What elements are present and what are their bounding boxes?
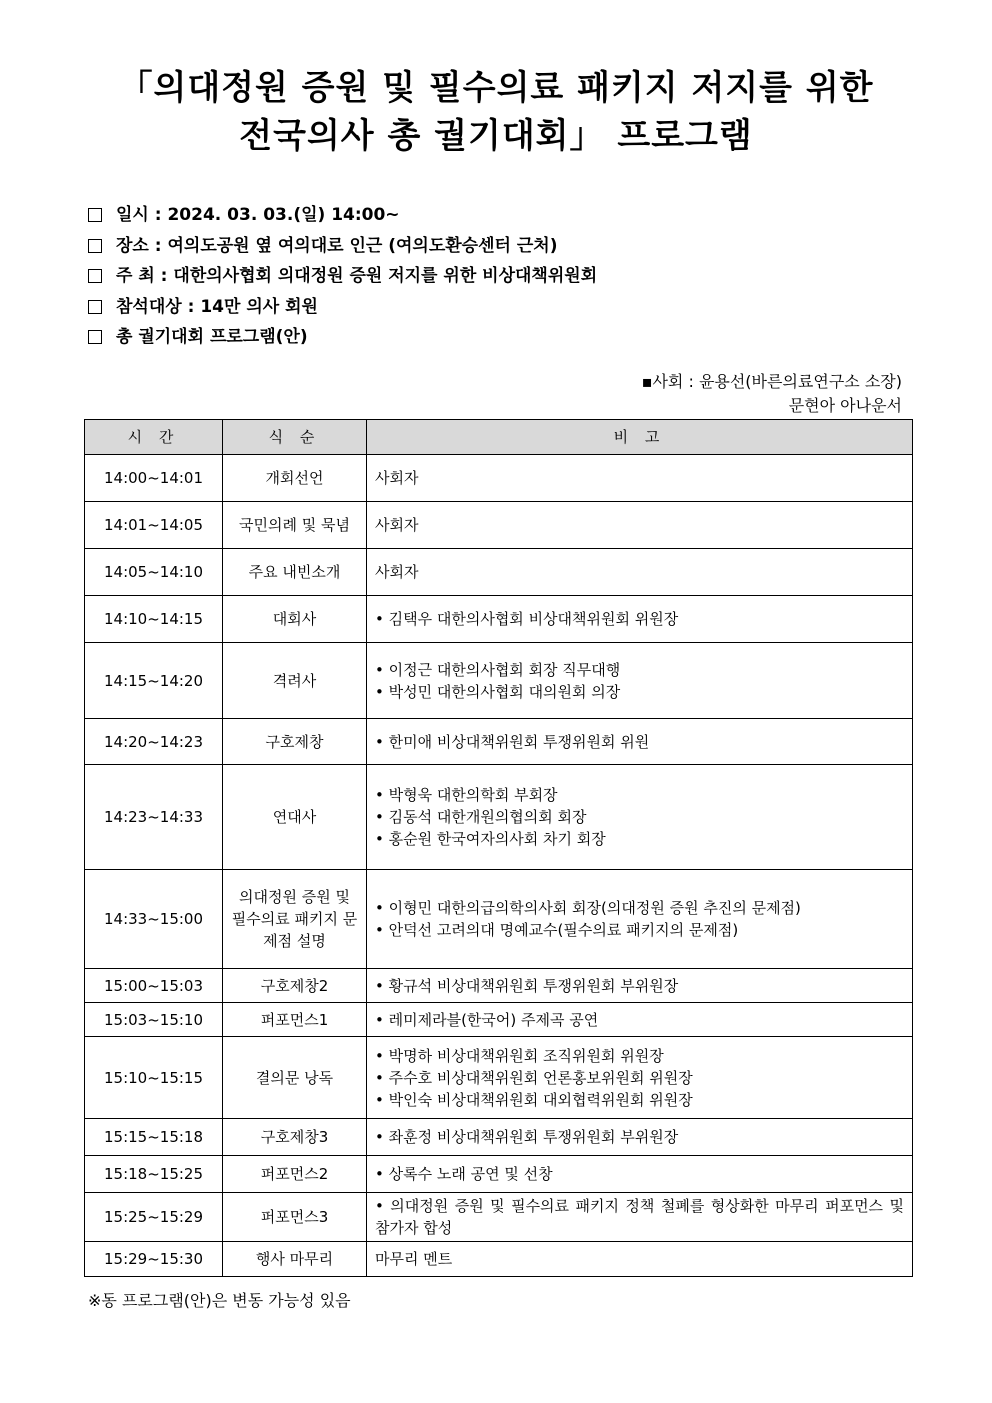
row-item: 구호제창 — [223, 719, 367, 765]
row-notes — [367, 765, 913, 870]
row-notes — [367, 1037, 913, 1119]
host-line-1: ▪사회 : 윤용선(바른의료연구소 소장) — [641, 372, 902, 391]
table-row — [85, 870, 913, 969]
row-time: 15:25~15:29 — [85, 1193, 223, 1242]
info-text: 총 궐기대회 프로그램(안) — [116, 327, 308, 348]
info-item-date — [88, 200, 908, 231]
host-info — [642, 370, 902, 418]
row-notes — [367, 1119, 913, 1156]
row-time: 14:05~14:10 — [85, 549, 223, 596]
event-info-list — [88, 200, 908, 353]
note-line: 사회자 — [375, 563, 419, 581]
table-row — [85, 549, 913, 596]
table-row — [85, 643, 913, 719]
row-notes — [367, 643, 913, 719]
note-line: • 레미제라블(한국어) 주제곡 공연 — [375, 1010, 599, 1029]
table-row — [85, 596, 913, 643]
row-notes — [367, 1242, 913, 1277]
row-notes — [367, 502, 913, 549]
note-line: • 상록수 노래 공연 및 선창 — [375, 1165, 553, 1183]
note-line: 사회자 — [375, 469, 419, 487]
note-line: • 김택우 대한의사협회 비상대책위원회 위원장 — [375, 610, 679, 628]
note-line: • 한미애 비상대책위원회 투쟁위원회 위원 — [375, 732, 650, 751]
row-time: 15:18~15:25 — [85, 1156, 223, 1193]
note-line: • 박인숙 비상대책위원회 대외협력위원회 위원장 — [375, 1090, 693, 1109]
row-item: 격려사 — [223, 643, 367, 719]
table-row — [85, 1037, 913, 1119]
row-notes — [367, 1193, 913, 1242]
page-title-line1: 「의대정원 증원 및 필수의료 패키지 저지를 위한 — [118, 68, 874, 108]
table-row — [85, 765, 913, 870]
note-line: 사회자 — [375, 516, 419, 534]
row-time: 14:15~14:20 — [85, 643, 223, 719]
row-item: 대회사 — [223, 596, 367, 643]
header-item: 식 순 — [223, 420, 367, 455]
table-row — [85, 719, 913, 765]
row-item: 연대사 — [223, 765, 367, 870]
table-header-row — [85, 420, 913, 455]
row-time: 15:10~15:15 — [85, 1037, 223, 1119]
page-title-line2: 전국의사 총 궐기대회」 프로그램 — [239, 116, 753, 156]
row-item: 결의문 낭독 — [223, 1037, 367, 1119]
row-item: 행사 마무리 — [223, 1242, 367, 1277]
row-notes — [367, 455, 913, 502]
checkbox-square-icon — [88, 300, 102, 314]
note-line: • 좌훈정 비상대책위원회 투쟁위원회 부위원장 — [375, 1128, 679, 1146]
row-time: 15:00~15:03 — [85, 969, 223, 1003]
row-time: 15:03~15:10 — [85, 1003, 223, 1037]
row-time: 14:01~14:05 — [85, 502, 223, 549]
row-time: 15:15~15:18 — [85, 1119, 223, 1156]
note-line: 마무리 멘트 — [375, 1250, 453, 1268]
table-row — [85, 1242, 913, 1277]
note-line: • 이형민 대한의급의학의사회 회장(의대정원 증원 추진의 문제점) — [375, 899, 801, 917]
info-item-organizer — [88, 261, 908, 292]
row-notes — [367, 969, 913, 1003]
row-notes — [367, 596, 913, 643]
row-notes — [367, 1156, 913, 1193]
program-table — [84, 419, 913, 1277]
checkbox-square-icon — [88, 239, 102, 253]
row-time: 14:00~14:01 — [85, 455, 223, 502]
row-time: 14:33~15:00 — [85, 870, 223, 969]
row-item: 퍼포먼스3 — [223, 1193, 367, 1242]
table-row — [85, 502, 913, 549]
table-row — [85, 1156, 913, 1193]
row-item: 퍼포먼스2 — [223, 1156, 367, 1193]
row-item: 구호제창2 — [223, 969, 367, 1003]
row-notes — [367, 719, 913, 765]
note-line: • 김동석 대한개원의협의회 회장 — [375, 808, 587, 826]
host-line-2: 문현아 아나운서 — [788, 396, 902, 415]
info-text: 참석대상 : 14만 의사 회원 — [116, 296, 318, 317]
row-notes — [367, 1003, 913, 1037]
note-line: • 박성민 대한의사협회 대의원회 의장 — [375, 682, 621, 701]
table-row — [85, 1003, 913, 1037]
note-line: • 황규석 비상대책위원회 투쟁위원회 부위원장 — [375, 976, 679, 995]
checkbox-square-icon — [88, 269, 102, 283]
info-text: 장소 : 여의도공원 옆 여의대로 인근 (여의도환승센터 근처) — [116, 235, 558, 256]
row-item: 주요 내빈소개 — [223, 549, 367, 596]
note-line: • 안덕선 고려의대 명예교수(필수의료 패키지의 문제점) — [375, 921, 739, 939]
info-text: 주 최 : 대한의사협회 의대정원 증원 저지를 위한 비상대책위원회 — [116, 266, 598, 287]
note-line: • 의대정원 증원 및 필수의료 패키지 정책 철폐를 형상화한 마무리 퍼포먼스 및 참가자 합성 — [375, 1197, 904, 1237]
row-notes — [367, 549, 913, 596]
row-item: 개회선언 — [223, 455, 367, 502]
row-notes — [367, 870, 913, 969]
note-line: • 이정근 대한의사협회 회장 직무대행 — [375, 660, 621, 679]
note-line: • 주수호 비상대책위원회 언론홍보위원회 위원장 — [375, 1068, 693, 1087]
table-row — [85, 969, 913, 1003]
info-text: 일시 : 2024. 03. 03.(일) 14:00~ — [116, 205, 400, 226]
checkbox-square-icon — [88, 208, 102, 222]
row-time: 14:20~14:23 — [85, 719, 223, 765]
row-time: 14:10~14:15 — [85, 596, 223, 643]
header-notes: 비 고 — [367, 420, 913, 455]
note-line: • 홍순원 한국여자의사회 차기 회장 — [375, 830, 606, 848]
note-line: • 박형욱 대한의학회 부회장 — [375, 786, 558, 804]
note-line: • 박명하 비상대책위원회 조직위원회 위원장 — [375, 1046, 664, 1065]
info-item-location — [88, 231, 908, 262]
table-row — [85, 455, 913, 502]
checkbox-square-icon — [88, 330, 102, 344]
row-time: 14:23~14:33 — [85, 765, 223, 870]
table-row — [85, 1119, 913, 1156]
footnote: ※동 프로그램(안)은 변동 가능성 있음 — [88, 1291, 351, 1310]
row-item: 국민의례 및 묵념 — [223, 502, 367, 549]
row-item: 구호제창3 — [223, 1119, 367, 1156]
row-time: 15:29~15:30 — [85, 1242, 223, 1277]
table-row — [85, 1193, 913, 1242]
info-item-program — [88, 322, 908, 353]
info-item-attendees — [88, 292, 908, 323]
row-item: 의대정원 증원 및 필수의료 패키지 문제점 설명 — [223, 870, 367, 969]
row-item: 퍼포먼스1 — [223, 1003, 367, 1037]
header-time: 시 간 — [85, 420, 223, 455]
